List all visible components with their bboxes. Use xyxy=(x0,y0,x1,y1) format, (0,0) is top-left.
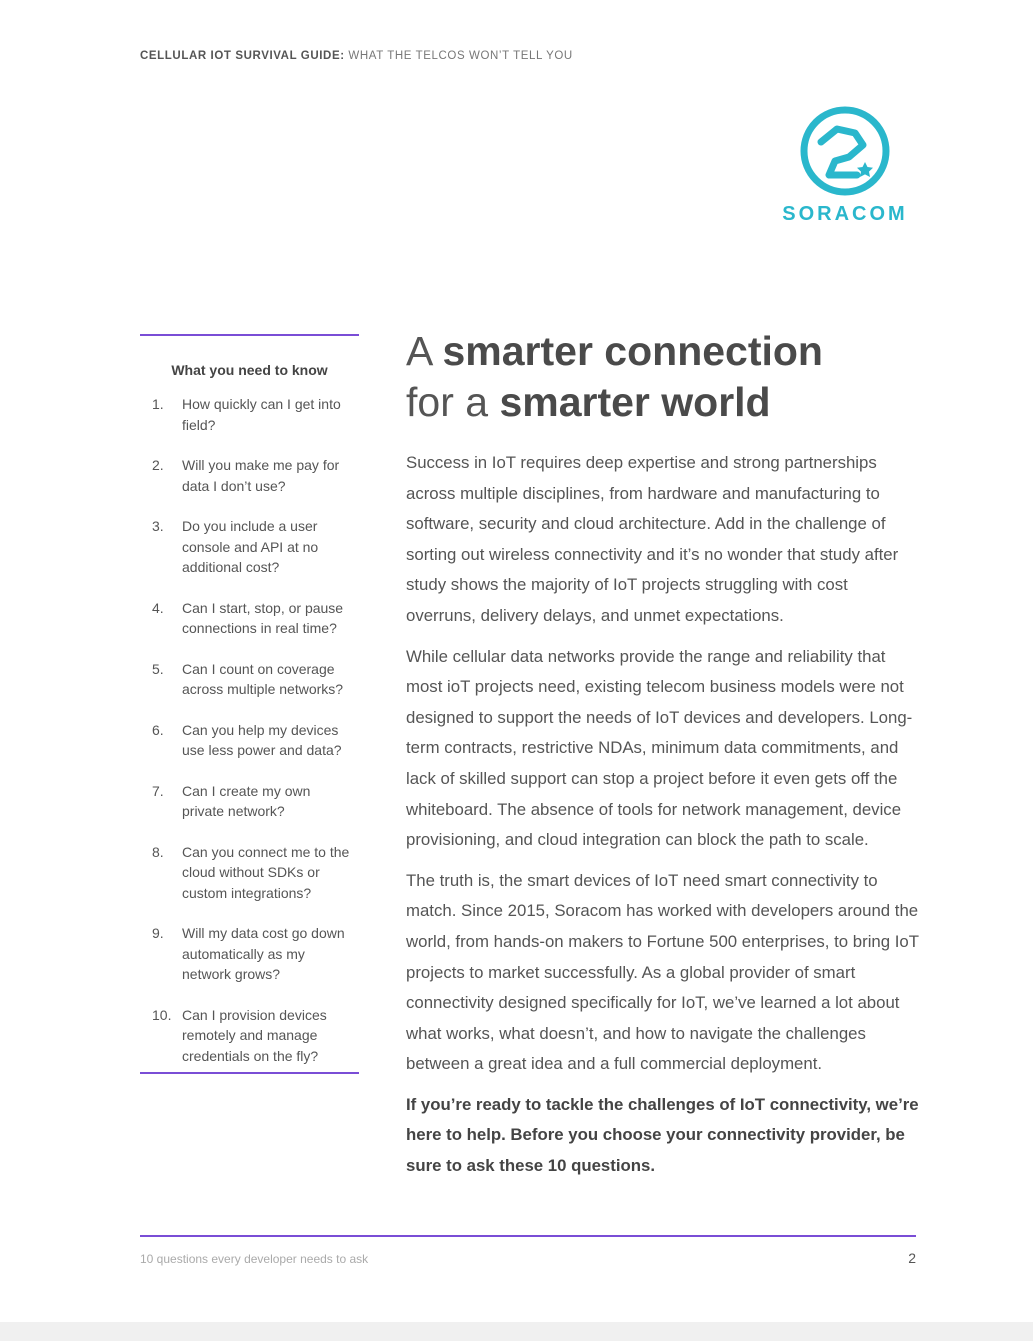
page-title xyxy=(406,326,921,428)
header-guide-title: CELLULAR IOT SURVIVAL GUIDE: xyxy=(140,50,345,62)
question-text: Can you connect me to the cloud without SDKs or custom integrations? xyxy=(182,843,350,901)
footer-rule xyxy=(140,1235,916,1237)
question-item xyxy=(140,1005,359,1067)
logo-wordmark: SORACOM xyxy=(782,203,908,225)
question-number: 9. xyxy=(152,925,164,941)
question-item xyxy=(140,394,359,435)
page-number: 2 xyxy=(908,1250,916,1266)
question-list xyxy=(140,394,359,1066)
sidebar-title: What you need to know xyxy=(171,362,328,378)
question-text: Will you make me pay for data I don’t use? xyxy=(182,457,340,494)
question-item xyxy=(140,720,359,761)
question-number: 1. xyxy=(152,396,164,412)
question-text: Do you include a user console and API at no additional cost? xyxy=(182,518,319,575)
page-header xyxy=(140,50,573,62)
question-number: 10. xyxy=(152,1006,172,1023)
title-line2-b: smarter world xyxy=(499,379,771,425)
question-item xyxy=(140,659,359,700)
sidebar-top-rule xyxy=(140,334,359,336)
question-number: 7. xyxy=(152,782,164,799)
question-text: Can I provision devices remotely and manage credentials on the fly? xyxy=(182,1006,327,1064)
question-text: Can you help my devices use less power and data? xyxy=(182,721,342,758)
question-item xyxy=(140,598,359,639)
question-number: 8. xyxy=(152,843,164,860)
question-item xyxy=(140,923,359,985)
question-number: 4. xyxy=(152,599,164,616)
question-text: Will my data cost go down automatically as my network grows? xyxy=(182,925,345,982)
title-line1-a: A xyxy=(406,328,443,374)
page-bottom-strip xyxy=(0,1322,1033,1341)
question-number: 5. xyxy=(152,660,164,677)
body-paragraph-3: The truth is, the smart devices of IoT need smart connectivity to match. Since 2015, Soracom has worked with developers around the world, from hands-on makers to Fortune 500 enterprises, to bring IoT projects to market successfully. As a global provider of smart connectivity designed specifically for IoT, we’ve learned a lot about what works, what doesn’t, and how to navigate the challenges between a great idea and a full commercial deployment. xyxy=(406,870,919,1074)
soracom-logo xyxy=(780,105,910,226)
body-paragraph-1: Success in IoT requires deep expertise and strong partnerships across multiple disciplines, from hardware and manufacturing to software, security and cloud architecture. Add in the challenge of sorting out wireless connectivity and it’s no wonder that study after study shows the majority of IoT projects struggling with cost overruns, delivery delays, and unmet expectations. xyxy=(406,453,899,625)
sidebar-know-box xyxy=(140,334,359,1074)
body-paragraph-2: While cellular data networks provide the range and reliability that most ioT projects need, existing telecom business models were not designed to support the needs of IoT devices and developers. Long-term contracts, restrictive NDAs, minimum data commitments, and lack of skilled support can stop a project before it even gets off the whiteboard. The absence of tools for network management, device provisioning, and cloud integration can block the path to scale. xyxy=(406,646,913,850)
footer-text: 10 questions every developer needs to ask xyxy=(140,1252,369,1266)
question-item xyxy=(140,455,359,496)
call-to-action-paragraph: If you’re ready to tackle the challenges of IoT connectivity, we’re here to help. Before you choose your connectivity provider, be sure to ask these 10 questions. xyxy=(406,1094,919,1176)
main-content xyxy=(406,326,921,1192)
question-item xyxy=(140,781,359,822)
header-subtitle: WHAT THE TELCOS WON’T TELL YOU xyxy=(344,50,573,62)
question-text: How quickly can I get into field? xyxy=(182,396,341,433)
question-item xyxy=(140,842,359,904)
sidebar-bottom-rule xyxy=(140,1072,359,1074)
question-text: Can I create my own private network? xyxy=(182,782,311,819)
question-number: 2. xyxy=(152,457,164,473)
title-line1-b: smarter connection xyxy=(442,328,823,374)
question-number: 6. xyxy=(152,721,164,738)
question-number: 3. xyxy=(152,518,164,534)
question-item xyxy=(140,516,359,578)
question-text: Can I count on coverage across multiple networks? xyxy=(182,660,344,697)
soracom-logo-icon xyxy=(799,105,891,197)
question-text: Can I start, stop, or pause connections in real time? xyxy=(182,599,344,636)
title-line2-a: for a xyxy=(406,379,500,425)
